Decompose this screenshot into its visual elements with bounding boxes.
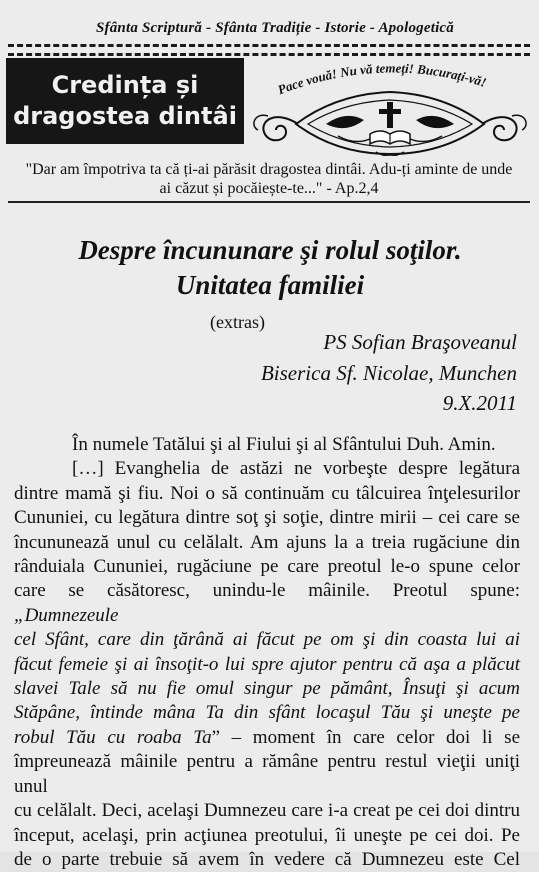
prayer-line: slavei Tale să nu fie omul singur pe pământ, Însuţi şi acum [14,678,520,700]
motto-quote [14,160,524,198]
sermon-location: Biserica Sf. Nicolae, Munchen [260,361,517,385]
article-title-line-1: Despre încununare şi rolul soţilor. [78,235,462,265]
body-line: început, acelaşi, prin acţiunea preotului, îi uneşte pe cei doi. Pe [14,824,520,846]
dashed-divider-top [8,44,530,47]
body-line: dintre mamă şi fiu. Noi o să continuăm cu tâlcuirea înţelesurilor [14,482,520,504]
body-line: împreunează mâinile pentru a rămâne pentru restul vieţii uniţi unul [14,751,520,797]
body-line: încununează unul cu celălalt. Am ajuns la a treia rugăciune din [14,531,520,553]
prayer-quote: „Dumnezeule [14,604,119,626]
logo-line-2: dragostea dintâi [13,102,237,130]
ornament-emblem [246,54,534,156]
article-subtitle: (extras) [210,312,265,332]
body-line: rânduiala Cununiei, rugăciune pe care preotul le-o spune celor [14,556,520,578]
magazine-logo-block [6,58,244,144]
motto-line-1: "Dar am împotriva ta că ți-ai părăsit dragostea dintâi. Adu-ți aminte de unde [25,161,513,178]
prayer-line: făcut femeie şi ai însoţit-o lui spre ajutor pentru că aşa a plăcut [14,653,520,675]
header-rule [8,201,530,203]
article-title-line-2: Unitatea familiei [175,270,365,300]
prayer-line: Stăpâne, întinde mâna Ta din sfânt locaşul Tău şi uneşte pe [14,702,520,724]
prayer-line: cel Sfânt, care din ţărână ai făcut pe om şi din coasta lui ai [14,629,520,651]
body-line: Cununiei, cu legătura dintre soţ şi soţie, dintre mirii – cei care se [14,507,520,529]
sermon-date: 9.X.2011 [442,391,517,415]
author-name: PS Sofian Braşoveanul [323,330,517,354]
body-line [14,726,520,750]
logo-line-1: Credința și [51,71,199,99]
body-line [14,579,520,628]
cross-book-icon [370,102,410,144]
motto-line-2: ai căzut și pocăiește-te..." - Ap.2,4 [159,180,379,197]
article-body [14,433,520,872]
body-line: În numele Tatălui şi al Fiului şi al Sfântului Duh. Amin. [72,434,496,455]
body-text: ” – moment în care celor doi li se [211,726,520,748]
emblem-banner-text: Pace vouă! Nu vă temeți! Bucurați-vă! [275,60,489,98]
series-tagline: Sfânta Scriptură - Sfânta Tradiție - Istorie - Apologetică [95,20,454,36]
prayer-quote-end: robul Tău cu roaba Ta [14,726,212,748]
body-line: de o parte trebuie să avem în vedere că Dumnezeu este Cel [14,848,520,870]
body-text: care se căsătoresc, unindu-le mâinile. Preotul spune: [14,580,520,602]
body-line: […] Evanghelia de astăzi ne vorbeşte despre legătura [72,458,520,480]
body-line: cu celălalt. Deci, acelaşi Dumnezeu care i-a creat pe cei doi dintru [14,800,520,822]
